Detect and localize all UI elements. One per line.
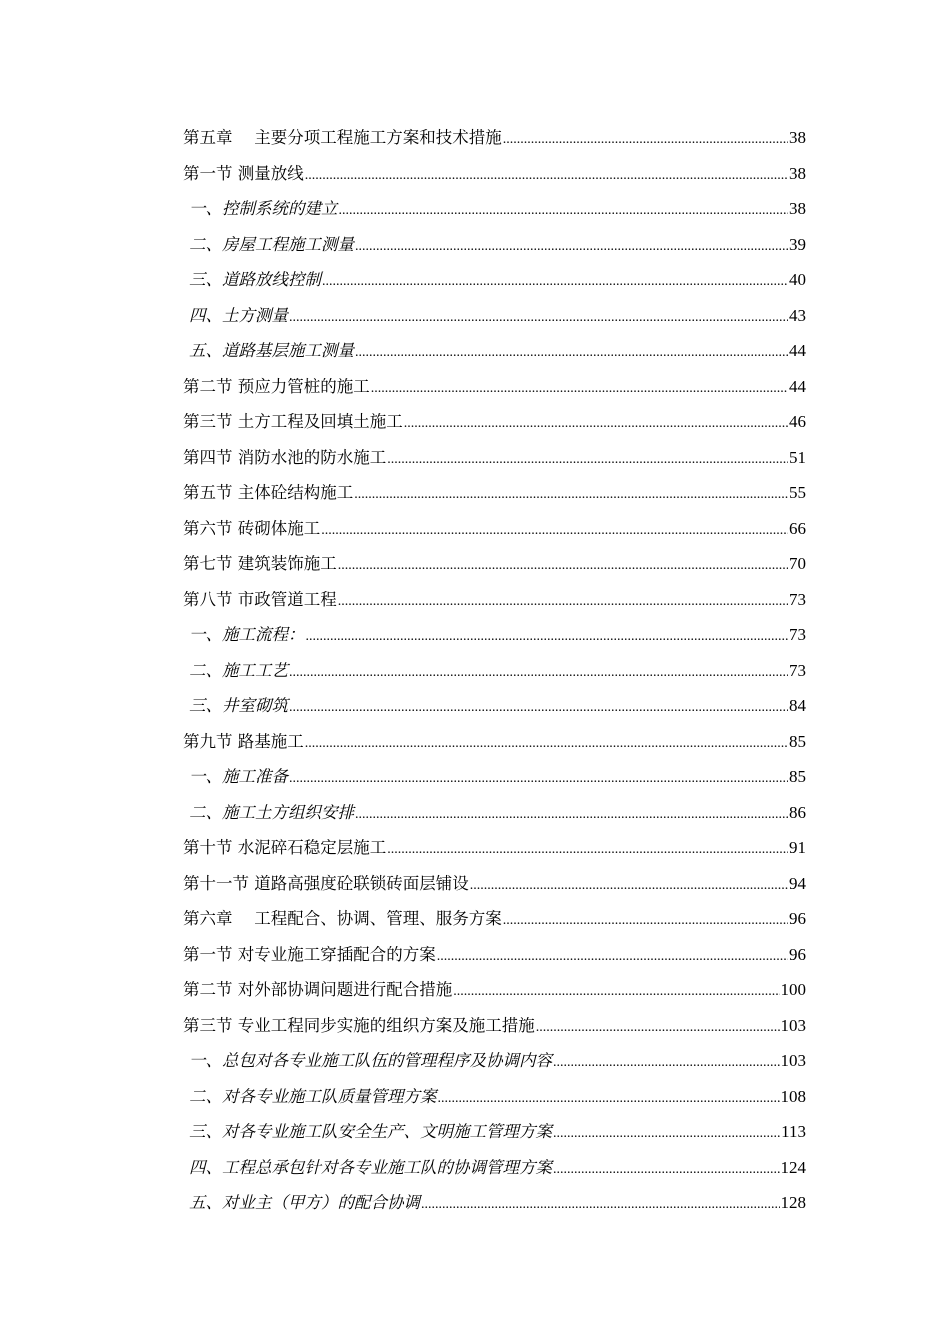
dot-leader [503,903,788,937]
dot-leader [289,761,788,795]
toc-entry-title: 一、总包对各专业施工队伍的管理程序及协调内容 [189,1051,552,1070]
toc-entry-title: 三、道路放线控制 [189,270,321,289]
toc-entry-title: 二、对各专业施工队质量管理方案 [189,1086,437,1106]
toc-entry-page-number: 73 [789,589,806,609]
toc-entry-title: 四、工程总承包针对各专业施工队的协调管理方案 [189,1157,552,1177]
toc-section-entry[interactable] [183,156,806,192]
dot-leader [553,1152,780,1186]
toc-entry-page-number: 113 [781,1122,806,1141]
toc-subsection-entry[interactable] [183,688,806,724]
toc-subsection-entry[interactable] [183,617,806,653]
toc-entry-title: 第三节 土方工程及回填土施工 [183,412,403,431]
dot-leader [387,832,788,866]
dot-leader [536,1010,780,1044]
dot-leader [437,939,788,973]
toc-entry-page-number: 55 [789,483,806,502]
toc-entry-page-number: 73 [789,625,806,644]
toc-entry-page-number: 84 [789,696,806,715]
dot-leader [553,1045,780,1079]
dot-leader [305,726,788,760]
toc-section-entry[interactable] [183,546,806,582]
toc-entry-title: 第五节 主体砼结构施工 [183,483,354,502]
toc-entry-title: 一、控制系统的建立 [189,199,338,218]
toc-entry-title: 第五章 主要分项工程施工方案和技术措施 [183,128,502,147]
toc-entry-title: 第一节 对专业施工穿插配合的方案 [183,944,436,964]
toc-entry-title: 第九节 路基施工 [183,731,304,751]
dot-leader [338,584,788,618]
toc-entry-page-number: 46 [789,412,806,431]
toc-entry-title: 一、施工准备 [189,767,288,786]
toc-subsection-entry[interactable] [183,1114,806,1150]
toc-entry-title: 第四节 消防水池的防水施工 [183,447,387,467]
toc-entry-page-number: 85 [789,767,806,786]
toc-subsection-entry[interactable] [183,262,806,298]
toc-entry-page-number: 128 [780,1193,806,1212]
toc-entry-title: 三、井室砌筑 [189,696,288,715]
toc-entry-page-number: 51 [789,447,806,467]
toc-entry-title: 第三节 专业工程同步实施的组织方案及施工措施 [183,1015,535,1035]
toc-section-entry[interactable] [183,440,806,476]
dot-leader [322,264,788,298]
toc-subsection-entry[interactable] [183,1043,806,1079]
toc-entry-title: 二、施工土方组织安排 [189,802,354,822]
toc-entry-page-number: 100 [780,980,806,999]
toc-entry-title: 第一节 测量放线 [183,163,304,183]
dot-leader [371,371,788,405]
toc-section-entry[interactable] [183,582,806,618]
toc-section-entry[interactable] [183,972,806,1008]
toc-entry-page-number: 44 [789,341,806,360]
toc-entry-page-number: 66 [789,518,806,538]
toc-entry-title: 第二节 对外部协调问题进行配合措施 [183,980,453,999]
toc-subsection-entry[interactable] [183,1079,806,1115]
toc-entry-page-number: 39 [789,234,806,254]
toc-subsection-entry[interactable] [183,333,806,369]
toc-section-entry[interactable] [183,724,806,760]
dot-leader [404,406,788,440]
toc-entry-title: 第二节 预应力管桩的施工 [183,376,370,396]
toc-section-entry[interactable] [183,830,806,866]
toc-section-entry[interactable] [183,511,806,547]
toc-entry-page-number: 38 [789,163,806,183]
dot-leader [470,868,788,902]
dot-leader [289,690,788,724]
dot-leader [355,335,788,369]
dot-leader [338,548,788,582]
toc-entry-title: 第六章 工程配合、协调、管理、服务方案 [183,909,502,928]
toc-entry-title: 第八节 市政管道工程 [183,589,337,609]
toc-entry-page-number: 96 [789,944,806,964]
dot-leader [289,655,788,689]
toc-entry-title: 一、施工流程： [189,625,305,644]
dot-leader [305,158,788,192]
toc-entry-title: 第十节 水泥碎石稳定层施工 [183,838,387,857]
toc-subsection-entry[interactable] [183,653,806,689]
toc-section-entry[interactable] [183,369,806,405]
dot-leader [421,1187,780,1221]
dot-leader [339,193,789,227]
dot-leader [438,1081,780,1115]
toc-entry-page-number: 70 [789,554,806,573]
table-of-contents [183,120,806,1221]
dot-leader [306,619,789,653]
toc-entry-title: 三、对各专业施工队安全生产、文明施工管理方案 [189,1122,552,1141]
dot-leader [354,477,788,511]
toc-entry-page-number: 85 [789,731,806,751]
toc-section-entry[interactable] [183,901,806,937]
toc-entry-page-number: 44 [789,376,806,396]
toc-subsection-entry[interactable] [183,1150,806,1186]
toc-entry-page-number: 43 [789,305,806,325]
toc-entry-page-number: 38 [789,199,806,218]
dot-leader [289,300,788,334]
toc-subsection-entry[interactable] [183,298,806,334]
toc-entry-title: 二、施工工艺 [189,660,288,680]
toc-section-entry[interactable] [183,937,806,973]
toc-subsection-entry[interactable] [183,227,806,263]
toc-entry-title: 五、道路基层施工测量 [189,341,354,360]
toc-entry-page-number: 108 [780,1086,806,1106]
toc-section-entry[interactable] [183,866,806,902]
toc-subsection-entry[interactable] [183,1185,806,1221]
toc-entry-page-number: 38 [789,128,806,147]
toc-entry-page-number: 73 [789,660,806,680]
toc-entry-title: 第七节 建筑装饰施工 [183,554,337,573]
toc-section-entry[interactable] [183,120,806,156]
dot-leader [387,442,788,476]
toc-section-entry[interactable] [183,475,806,511]
toc-entry-page-number: 124 [780,1157,806,1177]
toc-entry-title: 二、房屋工程施工测量 [189,234,354,254]
toc-entry-page-number: 103 [780,1051,806,1070]
toc-subsection-entry[interactable] [183,191,806,227]
toc-entry-title: 四、土方测量 [189,305,288,325]
dot-leader [355,229,788,263]
dot-leader [503,122,788,156]
toc-entry-title: 五、对业主（甲方）的配合协调 [189,1193,420,1212]
toc-section-entry[interactable] [183,1008,806,1044]
toc-subsection-entry[interactable] [183,795,806,831]
toc-entry-page-number: 103 [780,1015,806,1035]
toc-entry-page-number: 96 [789,909,806,928]
dot-leader [453,974,779,1008]
dot-leader [355,797,788,831]
toc-section-entry[interactable] [183,404,806,440]
toc-entry-title: 第十一节 道路高强度砼联锁砖面层铺设 [183,873,469,893]
toc-subsection-entry[interactable] [183,759,806,795]
toc-entry-title: 第六节 砖砌体施工 [183,518,321,538]
toc-entry-page-number: 86 [789,802,806,822]
toc-entry-page-number: 91 [789,838,806,857]
dot-leader [321,513,788,547]
dot-leader [553,1116,780,1150]
toc-entry-page-number: 40 [789,270,806,289]
toc-entry-page-number: 94 [789,873,806,893]
